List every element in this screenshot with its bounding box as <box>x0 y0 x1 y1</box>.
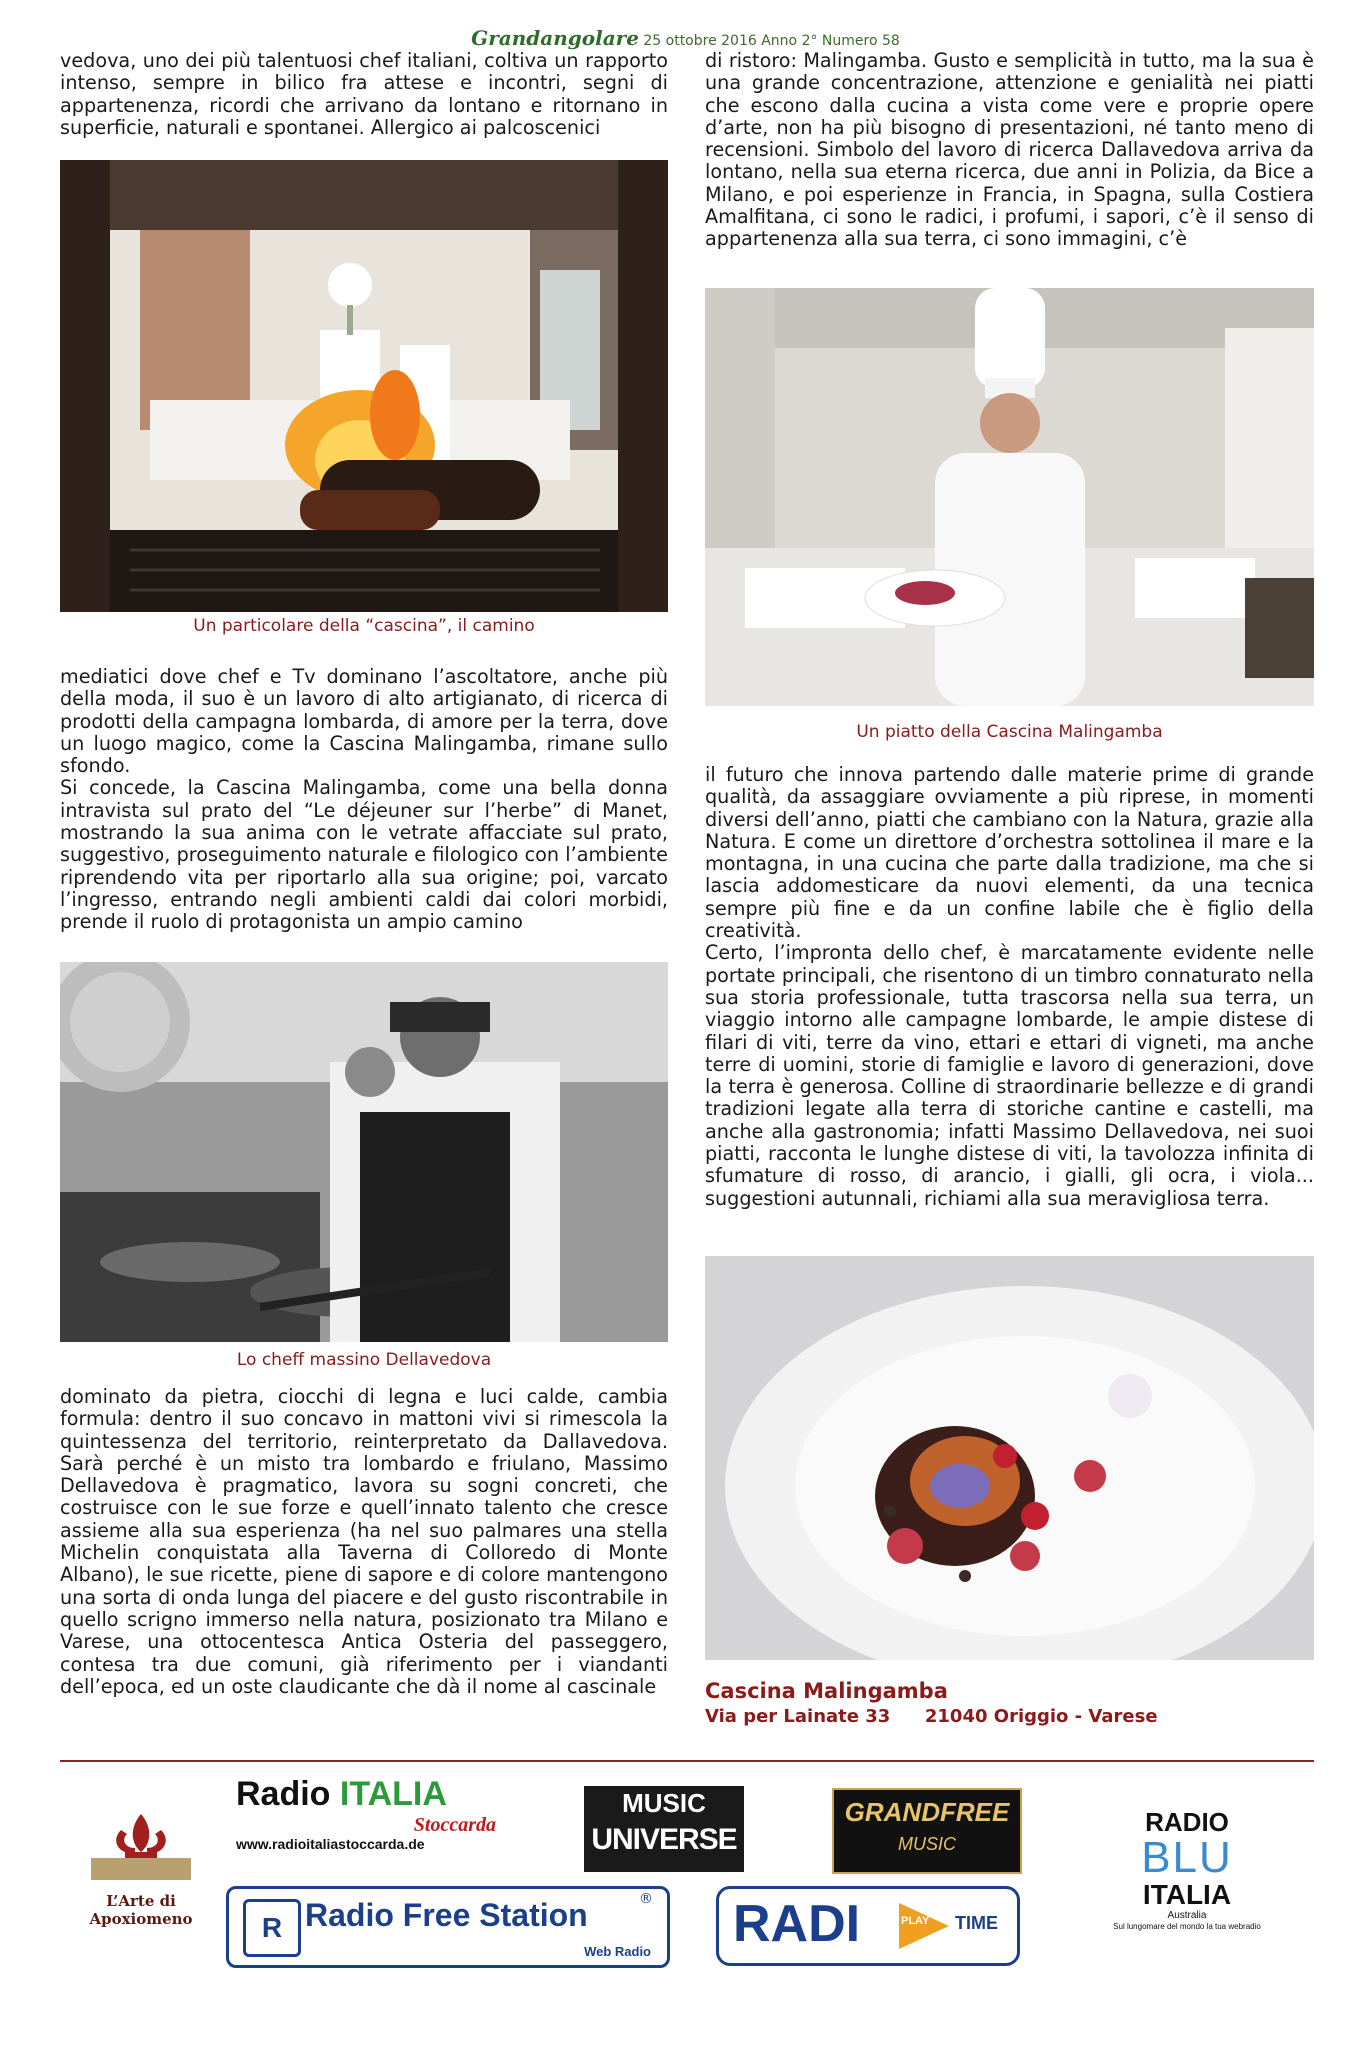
rfs-title: Radio Free Station <box>305 1897 588 1933</box>
logo-radio-italia-stoccarda[interactable] <box>236 1774 496 1860</box>
radio-italia-url: www.radioitaliastoccarda.de <box>236 1836 425 1852</box>
paragraph: Si concede, la Cascina Malingamba, come una bella donna intravista sul prato del “Le déjeuner sur l’herbe” di Manet, mostrando la sua anima con le vetrate affacciate sul prato, suggestivo, proseguimento naturale e filologico con l’ambiente riprendendo vita per riportarlo alla sua origine; poi, varcato l’ingresso, entrando negli ambienti caldi dai colori morbidi, prende il ruolo di protagonista un ampio camino <box>60 776 668 934</box>
caption-fireplace: Un particolare della “cascina”, il camino <box>193 616 535 636</box>
blu-tagline: Sul lungomare del mondo la tua webradio <box>1113 1922 1261 1931</box>
dish-photo <box>705 1256 1314 1660</box>
paragraph: Certo, l’impronta dello chef, è marcatamente evidente nelle portate principali, che risentono di un timbro connaturato nella sua storia professionale, tutta trascorsa nella sua terra, un viaggio intorno alle campagne lombarde, le ampie distese di filari di viti, terre da vino, ettari e ettari di vigneti, ma anche terre di uomini, storie di famiglie e lavoro di generazioni, dove la terra è generosa. Colline di straordinarie bellezze e di grandi tradizioni legate alla terra di storiche cantine e castelli, ma anche alla gastronomia; infatti Massimo Dellavedova, nei suoi piatti, racconta le lunghe distese di viti, la tavolozza infinita di sfumature di rosso, di arancio, i gialli, gli ocra, i viola... suggestioni autunnali, richiami alla sua meravigliosa terra. <box>705 941 1314 1210</box>
blu-word-1: RADIO <box>1145 1807 1229 1837</box>
logo-grandfree-music[interactable] <box>832 1788 1022 1874</box>
music-universe-word-2: UNIVERSE <box>591 1823 737 1856</box>
rfs-badge-icon: R <box>243 1899 301 1957</box>
radio-italia-word-1: Radio <box>236 1775 331 1813</box>
article-text-left-2 <box>60 666 668 934</box>
article-text-right-1: di ristoro: Malingamba. Gusto e semplicità in tutto, ma la sua è una grande concentrazione, attenzione e genialità nei piatti che escono dalla cucina a vista come vere e proprie opere d’arte, non ha più bisogno di presentazioni, né tanto meno di recensioni. Simbolo del lavoro di ricerca Dallavedova arriva da lontano, nella sua eterna ricerca, due anni in Polizia, da Bice a Milano, e poi esperienze in Francia, in Spagna, sulla Costiera Amalfitana, ci sono le radici, i profumi, i sapori, c’è il senso di appartenenza alla sua terra, ci sono immagini, c’è <box>705 49 1314 251</box>
article-text-left-3: dominato da pietra, ciocchi di legna e luci calde, cambia formula: dentro il suo concavo in mattoni vivi si rimescola la quintessenza del territorio, reinterpretato da Dallavedova. Sarà perché è un misto tra lombardo e friulano, Massimo Dellavedova è pragmatico, lavora su sogni concreti, che costruisce con le sue forze e quell’innato talento che cresce assieme alla sua esperienza (ha nel suo palmares una stella Michelin conquistata alla Taverna di Colloredo di Monte Albano), le sue ricette, piene di sapore e di colore mantengono una sorta di onda lunga del piacere e del gusto riscontrabile in quello scrigno immerso nella natura, posizionato tra Milano e Varese, una ottocentesca Antica Osteria del passeggero, contesa tra due comuni, già riferimento per i viandanti dell’epoca, ed un oste claudicante che dà il nome al cascinale <box>60 1385 668 1698</box>
apoxiomeno-line-1: L’Arte di <box>106 1892 176 1910</box>
rfs-registered-mark: ® <box>639 1891 653 1907</box>
fireplace-photo <box>60 160 668 612</box>
magazine-brand: Grandangolare <box>471 26 639 50</box>
venue-street: Via per Lainate 33 <box>705 1706 891 1727</box>
chef-cooking-photo <box>60 962 668 1342</box>
logo-apoxiomeno[interactable] <box>66 1808 216 1938</box>
logo-music-universe[interactable] <box>584 1786 744 1872</box>
article-text-left-1: vedova, uno dei più talentuosi chef italiani, coltiva un rapporto intenso, sempre in bilico fra attese e incontri, segni di appartenenza, ricordi che arrivano da lontano e ritornano in superficie, naturali e spontanei. Allergico ai palcoscenici <box>60 49 668 139</box>
blu-word-3: ITALIA <box>1142 1879 1232 1910</box>
chef-dish-photo <box>705 288 1314 706</box>
music-universe-word-1: MUSIC <box>622 1788 706 1818</box>
paragraph: mediatici dove chef e Tv dominano l’ascoltatore, anche più della moda, il suo è un lavoro di alto artigianato, di ricerca di prodotti della campagna lombarda, di amore per la terra, dove un luogo magico, come la Cascina Malingamba, rimane sullo sfondo. <box>60 665 668 778</box>
blu-word-4: Australia <box>1167 1910 1207 1921</box>
grandfree-word-2: MUSIC <box>898 1834 956 1854</box>
logo-radio-blu-italia[interactable] <box>1112 1808 1262 1948</box>
footer-divider <box>60 1760 1314 1762</box>
venue-street-city <box>705 1704 1158 1730</box>
page-header <box>0 26 1371 50</box>
logo-radio-free-station[interactable] <box>226 1886 670 1968</box>
rfs-subtitle: Web Radio <box>584 1944 651 1959</box>
article-text-right-2 <box>705 764 1314 1210</box>
playtime-word-3: TIME <box>955 1913 998 1933</box>
playtime-word-1: RADI <box>733 1895 861 1953</box>
paragraph: il futuro che innova partendo dalle materie prime di grande qualità, da assaggiare ovviamente a più riprese, in momenti diversi dell’anno, piatti che cambiano con la Natura, grazie alla Natura. E come un direttore d’orchestra sottolinea il mare e la montagna, in una cucina che parte dalla tradizione, ma che si lascia addomesticare da nuovi elementi, da una tecnica sempre più fine e da un confine labile che è figlio della creatività. <box>705 763 1314 943</box>
radio-italia-city: Stoccarda <box>413 1814 496 1836</box>
venue-name: Cascina Malingamba <box>705 1679 948 1703</box>
logo-radio-play-time[interactable] <box>716 1886 1020 1966</box>
fleur-de-lis-icon <box>81 1808 201 1888</box>
playtime-word-2: PLAY <box>901 1915 930 1927</box>
caption-chef-cooking: Lo cheff massino Dellavedova <box>236 1350 492 1370</box>
venue-city: 21040 Origgio - Varese <box>924 1706 1158 1727</box>
radio-italia-word-2: ITALIA <box>339 1775 447 1813</box>
blu-word-2: BLU <box>1141 1833 1233 1882</box>
apoxiomeno-line-2: Apoxiomeno <box>89 1910 193 1928</box>
grandfree-word-1: GRANDFREE <box>844 1797 1010 1827</box>
caption-chef-dish: Un piatto della Cascina Malingamba <box>856 722 1163 742</box>
issue-info: 25 ottobre 2016 Anno 2° Numero 58 <box>643 33 900 49</box>
venue-address <box>705 1678 1158 1730</box>
